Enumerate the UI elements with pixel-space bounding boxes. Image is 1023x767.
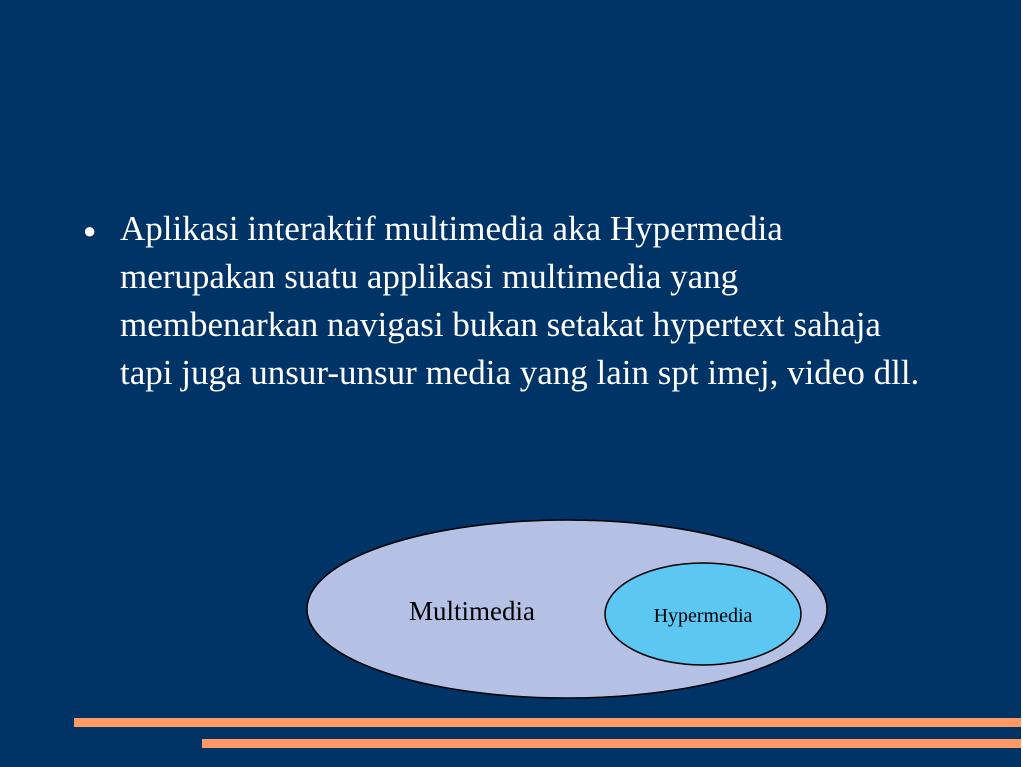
bullet-marker: ● — [83, 218, 97, 243]
decorative-line-bottom — [202, 739, 1021, 748]
hypermedia-label: Hypermedia — [653, 605, 753, 627]
bullet-text: Aplikasi interaktif multimedia aka Hypermedia merupakan suatu applikasi multimedia yang membenarkan navigasi bukan setakat hypertext sahaja tapi juga unsur-unsur media yang lain spt imej, video dll. — [120, 209, 920, 392]
decorative-line-top — [74, 718, 1021, 727]
multimedia-label: Multimedia — [409, 596, 535, 626]
